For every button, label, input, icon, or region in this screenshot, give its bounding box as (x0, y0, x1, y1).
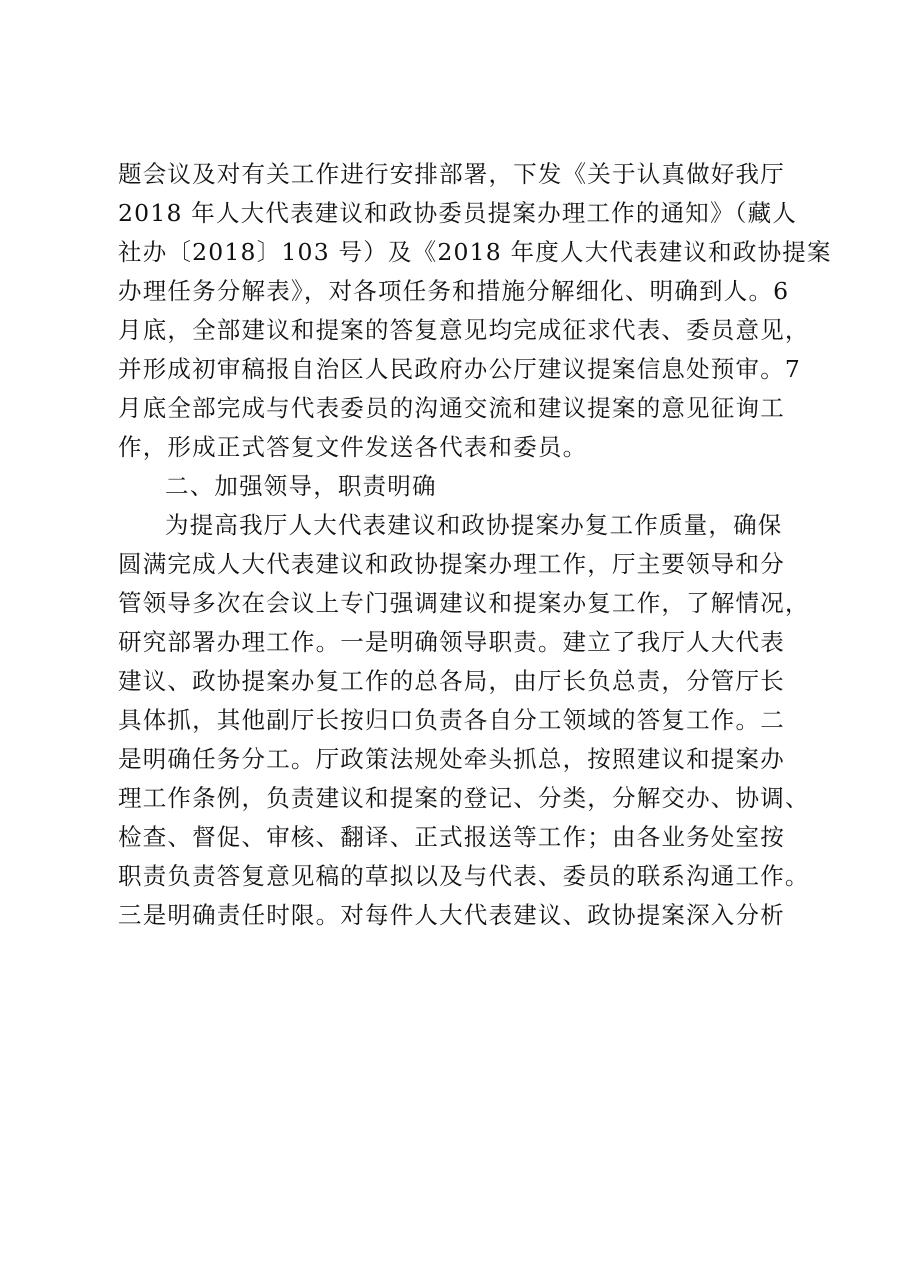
body-line-20: 三是明确责任时限。对每件人大代表建议、政协提案深入分析 (118, 901, 785, 929)
body-line-1: 题会议及对有关工作进行安排部署，下发《关于认真做好我厅 (118, 160, 785, 188)
body-line-3: 社办〔2018〕103 号）及《2018 年度人大代表建议和政协提案 (118, 238, 832, 266)
body-line-17: 理工作条例，负责建议和提案的登记、分类，分解交办、协调、 (118, 784, 810, 812)
body-line-19: 职责负责答复意见稿的草拟以及与代表、委员的联系沟通工作。 (118, 862, 810, 890)
body-line-18: 检查、督促、审核、翻译、正式报送等工作；由各业务处室按 (118, 823, 785, 851)
body-line-16: 是明确任务分工。厅政策法规处牵头抓总，按照建议和提案办 (118, 745, 785, 773)
body-line-6: 并形成初审稿报自治区人民政府办公厅建议提案信息处预审。7 (118, 355, 802, 383)
body-line-10: 为提高我厅人大代表建议和政协提案办复工作质量，确保 (165, 511, 783, 539)
body-line-14: 建议、政协提案办复工作的总各局，由厅长负总责，分管厅长 (118, 667, 785, 695)
body-line-12: 管领导多次在会议上专门强调建议和提案办复工作，了解情况， (118, 589, 810, 617)
body-line-5: 月底，全部建议和提案的答复意见均完成征求代表、委员意见， (118, 316, 810, 344)
body-line-13: 研究部署办理工作。一是明确领导职责。建立了我厅人大代表 (118, 628, 785, 656)
body-line-7: 月底全部完成与代表委员的沟通交流和建议提案的意见征询工 (118, 394, 785, 422)
section-heading: 二、加强领导，职责明确 (165, 472, 437, 500)
body-line-8: 作，形成正式答复文件发送各代表和委员。 (118, 433, 588, 461)
body-line-11: 圆满完成人大代表建议和政协提案办理工作，厅主要领导和分 (118, 550, 785, 578)
body-line-4: 办理任务分解表》，对各项任务和措施分解细化、明确到人。6 (118, 277, 790, 305)
document-body (118, 155, 832, 935)
body-line-15: 具体抓，其他副厅长按归口负责各自分工领域的答复工作。二 (118, 706, 785, 734)
body-line-2: 2018 年人大代表建议和政协委员提案办理工作的通知》（藏人 (118, 199, 798, 227)
